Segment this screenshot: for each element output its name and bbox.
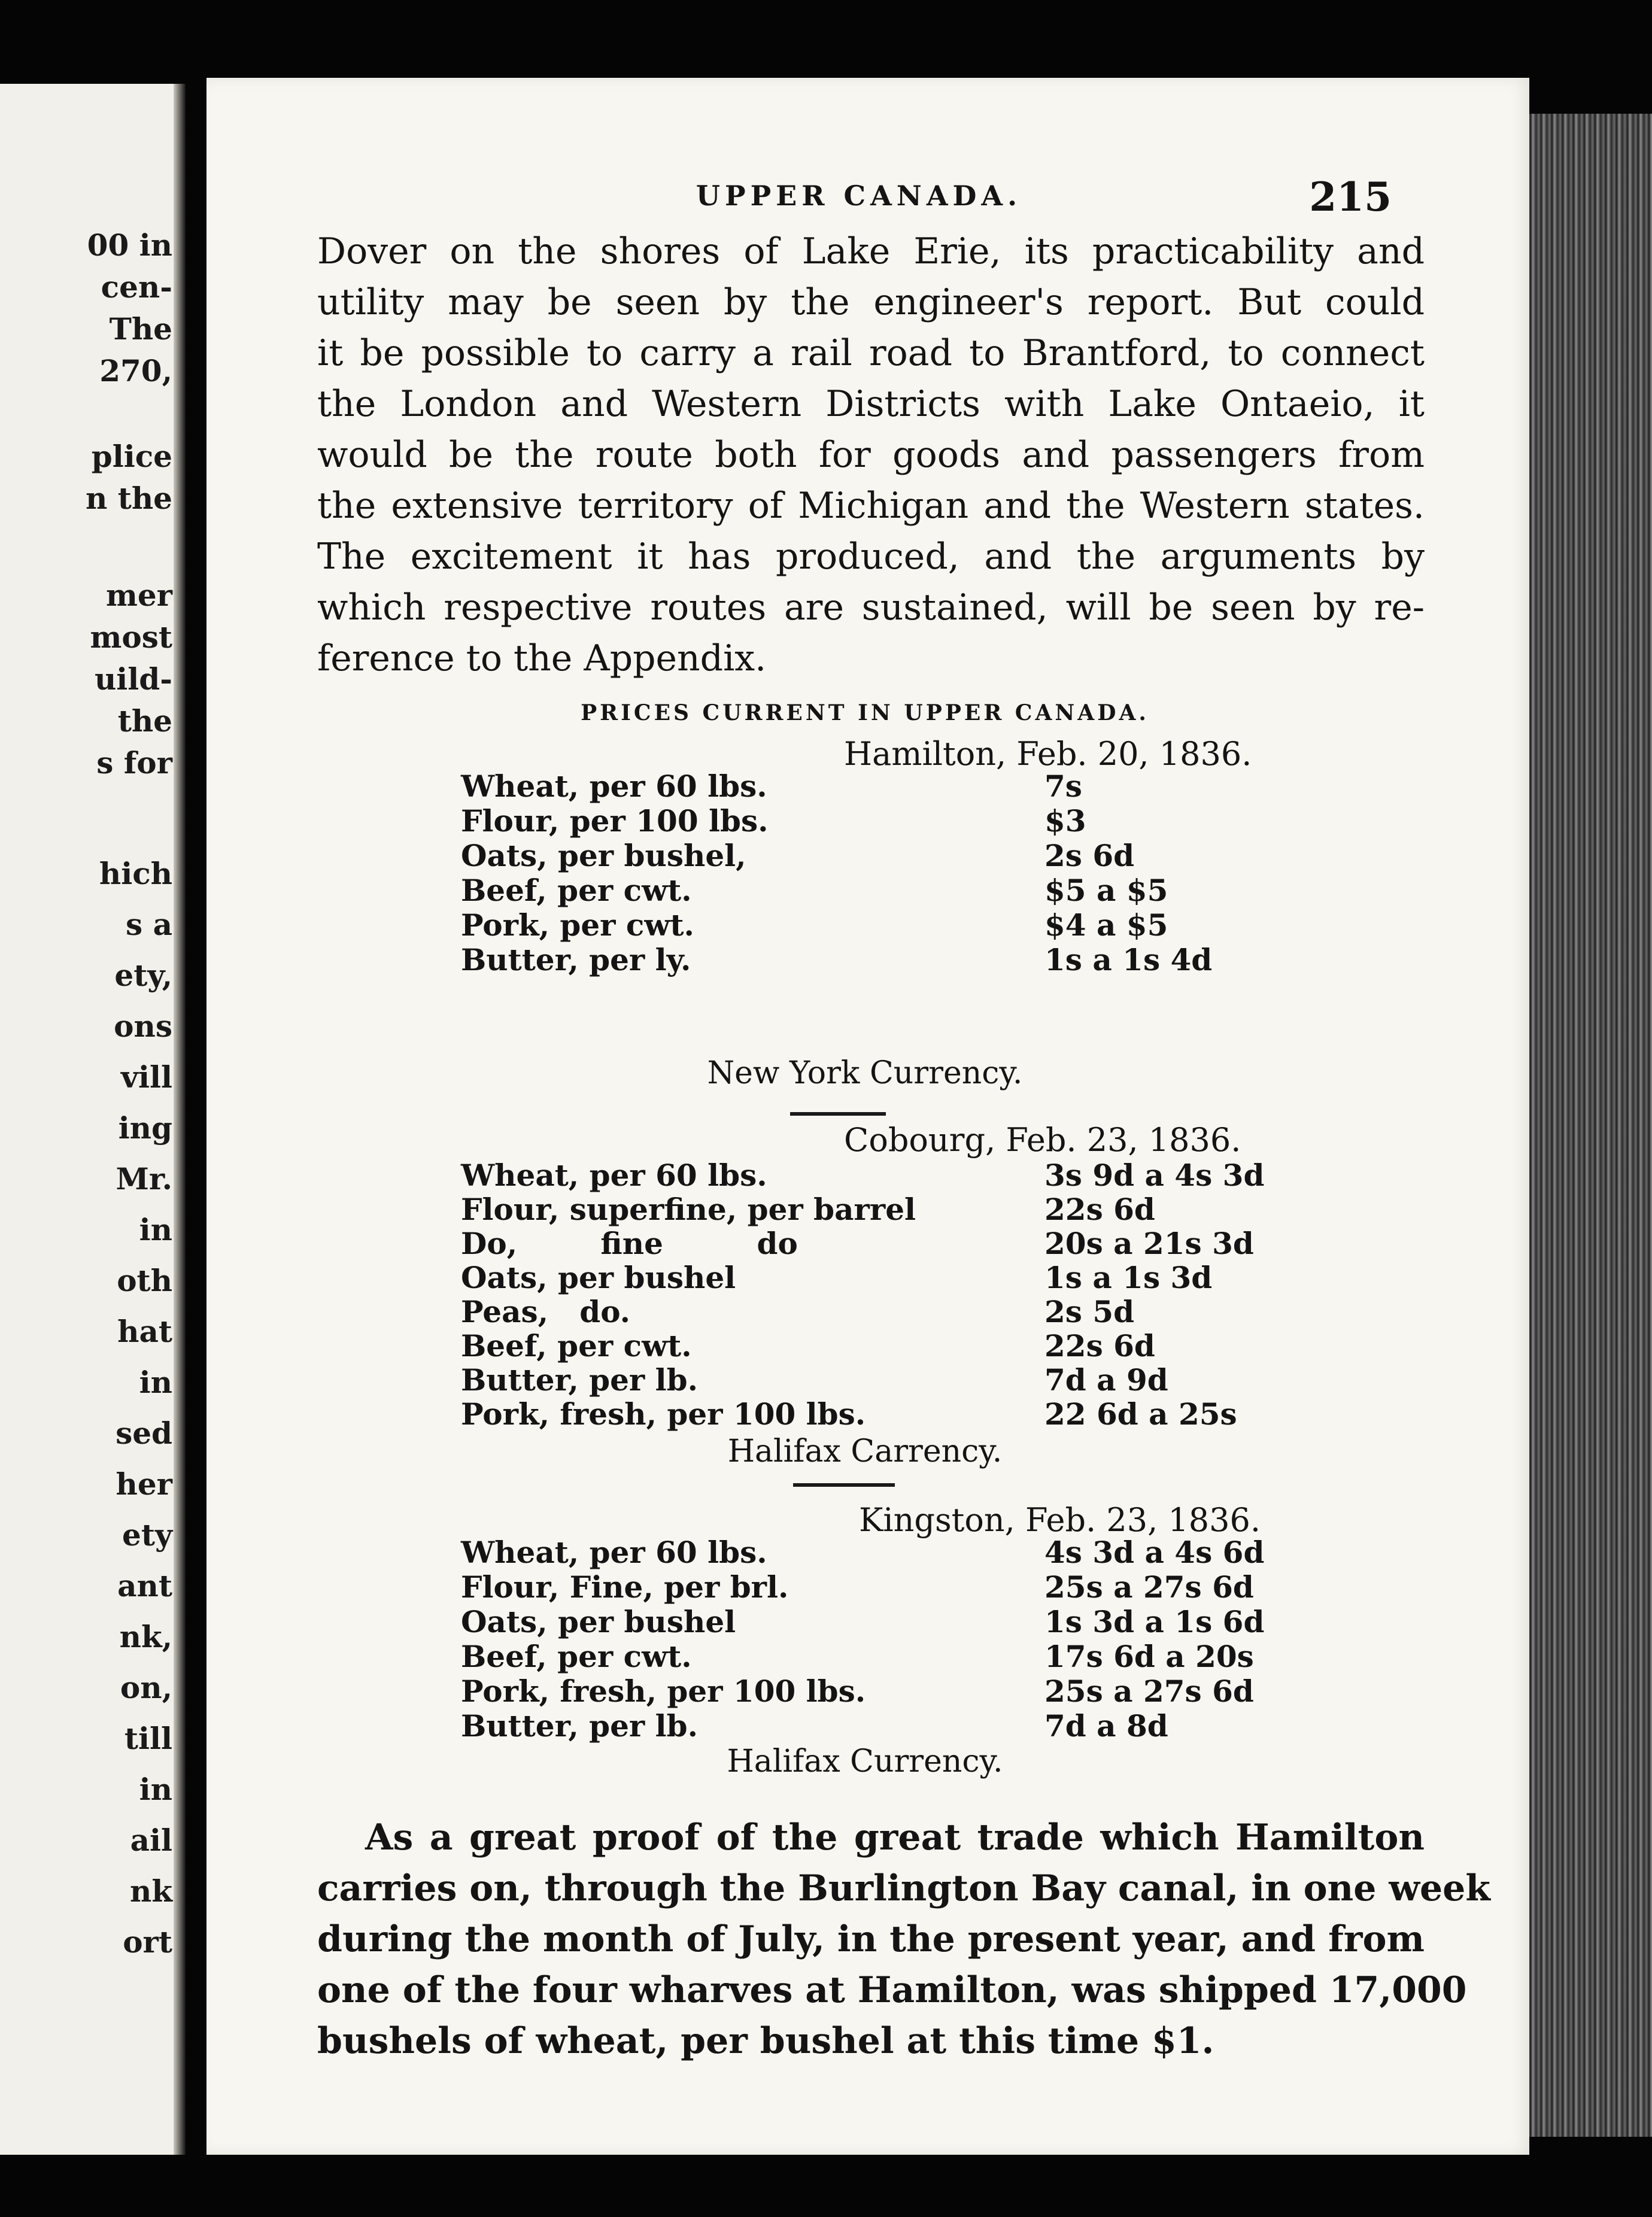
price-item: Beef, per cwt. <box>461 1639 692 1674</box>
left-fragment: oth <box>117 1263 172 1298</box>
price-item: Flour, superfine, per barrel <box>461 1192 916 1227</box>
left-fragment: 270, <box>99 353 172 388</box>
text-line: the extensive territory of Michigan and the Western states. <box>317 485 1425 527</box>
left-fragment: plice <box>91 439 172 474</box>
prices-heading: PRICES CURRENT IN UPPER CANADA. <box>581 700 1149 725</box>
section-rule <box>790 1112 886 1116</box>
left-fragment: nk, <box>119 1619 172 1654</box>
left-fragment: ail <box>130 1823 172 1858</box>
text-line: one of the four wharves at Hamilton, was shipped 17,000 <box>317 1969 1467 2011</box>
price-value: 22s 6d <box>1044 1192 1155 1227</box>
price-value: 20s a 21s 3d <box>1044 1226 1254 1261</box>
price-value: 7d a 8d <box>1044 1708 1168 1744</box>
price-value: 2s 5d <box>1044 1294 1135 1329</box>
price-row <box>206 908 1529 943</box>
price-value: 1s a 1s 3d <box>1044 1260 1213 1295</box>
price-item: Pork, fresh, per 100 lbs. <box>461 1396 866 1432</box>
left-fragment: the <box>117 703 172 739</box>
left-fragment: cen- <box>101 269 172 305</box>
left-fragment: in <box>139 1365 172 1400</box>
price-row <box>206 873 1529 908</box>
price-value: 22 6d a 25s <box>1044 1396 1237 1432</box>
price-row <box>206 1709 1529 1744</box>
left-fragment: Mr. <box>116 1161 172 1196</box>
book-page <box>206 78 1529 2155</box>
price-row <box>206 769 1529 804</box>
price-item: Pork, per cwt. <box>461 907 694 943</box>
market-dateline: Cobourg, Feb. 23, 1836. <box>844 1121 1241 1159</box>
text-line: ference to the Appendix. <box>317 637 767 679</box>
left-fragment: ety <box>122 1517 172 1553</box>
price-row <box>206 943 1529 977</box>
price-value: 4s 3d a 4s 6d <box>1044 1535 1265 1570</box>
price-row <box>206 804 1529 839</box>
price-value: $3 <box>1044 803 1086 839</box>
price-item: Oats, per bushel <box>461 1604 736 1639</box>
market-dateline: Hamilton, Feb. 20, 1836. <box>844 735 1252 773</box>
price-value: 3s 9d a 4s 3d <box>1044 1158 1265 1193</box>
left-fragment: her <box>116 1466 172 1502</box>
left-fragment: sed <box>116 1416 172 1451</box>
price-row <box>206 1226 1529 1261</box>
left-fragment: hat <box>117 1314 172 1349</box>
price-item: Beef, per cwt. <box>461 873 692 908</box>
running-title: UPPER CANADA. <box>696 180 1022 212</box>
section-rule <box>793 1483 895 1487</box>
page-gutter-shadow <box>174 84 186 2155</box>
price-item: Beef, per cwt. <box>461 1328 692 1363</box>
text-line: during the month of July, in the present year, and from <box>317 1918 1425 1960</box>
text-line: bushels of wheat, per bushel at this time $1. <box>317 2020 1214 2062</box>
text-line: carries on, through the Burlington Bay canal, in one week <box>317 1867 1490 1909</box>
text-line: the London and Western Districts with Lake Ontaeio, it <box>317 383 1425 425</box>
left-fragment: most <box>90 619 172 655</box>
left-fragment: 00 in <box>87 227 172 263</box>
running-head <box>326 174 1392 221</box>
left-fragment: n the <box>85 481 172 516</box>
facing-page-fragment <box>0 84 181 2155</box>
left-fragment: The <box>109 311 172 347</box>
price-value: 25s a 27s 6d <box>1044 1569 1254 1605</box>
page-number: 215 <box>1309 174 1392 220</box>
market-dateline: Kingston, Feb. 23, 1836. <box>859 1501 1261 1539</box>
text-line: it be possible to carry a rail road to Brantford, to connect <box>317 332 1425 374</box>
price-row <box>206 1605 1529 1639</box>
left-fragment: s for <box>96 745 172 780</box>
left-fragment: ety, <box>114 958 172 993</box>
left-fragment: uild- <box>94 661 172 697</box>
price-item: Peas, do. <box>461 1294 631 1329</box>
price-row <box>206 1397 1529 1432</box>
left-fragment: in <box>139 1772 172 1807</box>
price-value: 1s a 1s 4d <box>1044 942 1213 977</box>
price-row <box>206 1570 1529 1605</box>
left-fragment: till <box>124 1721 172 1756</box>
book-page-edges <box>1525 114 1652 2137</box>
price-value: $5 a $5 <box>1044 873 1168 908</box>
price-row <box>206 1639 1529 1674</box>
left-fragment: hich <box>99 856 172 891</box>
left-fragment: vill <box>120 1059 172 1095</box>
price-value: 17s 6d a 20s <box>1044 1639 1254 1674</box>
price-item: Butter, per lb. <box>461 1362 699 1398</box>
currency-note: New York Currency. <box>707 1055 1023 1091</box>
price-item: Wheat, per 60 lbs. <box>461 1158 767 1193</box>
left-fragment: ant <box>117 1568 172 1603</box>
price-value: 2s 6d <box>1044 838 1135 873</box>
price-value: 22s 6d <box>1044 1328 1155 1363</box>
left-fragment: ing <box>118 1110 172 1146</box>
left-fragment: on, <box>120 1670 172 1705</box>
left-fragment: mer <box>105 578 172 613</box>
left-fragment: ons <box>114 1009 172 1044</box>
price-row <box>206 1329 1529 1363</box>
price-value: 25s a 27s 6d <box>1044 1674 1254 1709</box>
text-line: The excitement it has produced, and the arguments by <box>317 536 1425 578</box>
text-line: which respective routes are sustained, will be seen by re- <box>317 587 1425 628</box>
left-fragment: nk <box>130 1873 172 1909</box>
price-value: 1s 3d a 1s 6d <box>1044 1604 1265 1639</box>
price-row <box>206 1261 1529 1295</box>
currency-note: Halifax Carrency. <box>727 1434 1003 1469</box>
price-row <box>206 1363 1529 1398</box>
price-row <box>206 1295 1529 1329</box>
price-item: Oats, per bushel, <box>461 838 746 873</box>
price-value: 7d a 9d <box>1044 1362 1168 1398</box>
price-item: Butter, per ly. <box>461 942 691 977</box>
price-item: Flour, per 100 lbs. <box>461 803 769 839</box>
text-line: Dover on the shores of Lake Erie, its practicability and <box>317 230 1425 272</box>
price-item: Butter, per lb. <box>461 1708 699 1744</box>
price-row <box>206 839 1529 873</box>
text-line: utility may be seen by the engineer's report. But could <box>317 281 1425 323</box>
left-fragment: ort <box>123 1924 172 1960</box>
price-row <box>206 1192 1529 1227</box>
currency-note: Halifax Currency. <box>727 1744 1003 1779</box>
price-item: Oats, per bushel <box>461 1260 736 1295</box>
price-value: 7s <box>1044 769 1082 804</box>
price-item: Wheat, per 60 lbs. <box>461 769 767 804</box>
price-row <box>206 1674 1529 1709</box>
text-line: would be the route both for goods and passengers from <box>317 434 1425 476</box>
price-item: Flour, Fine, per brl. <box>461 1569 789 1605</box>
price-item: Pork, fresh, per 100 lbs. <box>461 1674 866 1709</box>
text-line: As a great proof of the great trade which Hamilton <box>365 1817 1425 1858</box>
price-item: Do, fine do <box>461 1226 798 1261</box>
left-fragment: in <box>139 1212 172 1247</box>
price-item: Wheat, per 60 lbs. <box>461 1535 767 1570</box>
price-row <box>206 1535 1529 1570</box>
price-value: $4 a $5 <box>1044 907 1168 943</box>
price-row <box>206 1158 1529 1193</box>
left-fragment: s a <box>126 907 172 942</box>
